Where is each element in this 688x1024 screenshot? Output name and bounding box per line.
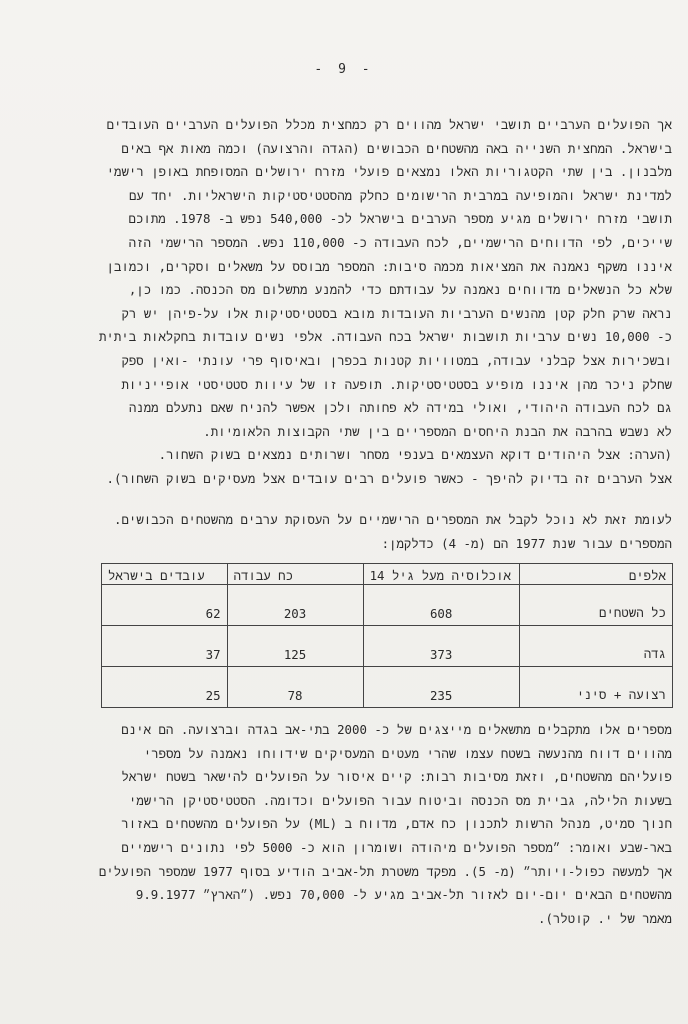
paragraph-arab-workers [64, 113, 672, 491]
text-line: נראה שרק חלק קטן מהנשים הערביות העובדות מובא בסטטיסטיקות אלו על-פיהן יש רק [121, 305, 672, 321]
text-line: מהווים דווח מהנעשה בשטח עצמו שהרי מעטים המעסיקים שידווחו נאמנה על מספרי [143, 745, 672, 761]
text-line: בשעות הלילה, גביית מס הכנסה וביטוח עבור הפועלים וכדומה. הסטטיסטיקן הרישמי [128, 792, 672, 808]
text-line: מלבנון. בין שתי הקטגוריות האלו נמצאים פועלי מזרח ירושלים המסופחת באופן רישמי [106, 164, 672, 180]
text-line: גם לכח העבודה היהודי, ואולי במידה לא פחותה ולכן אפשר להניח שאם נתעלם ממנה [128, 400, 672, 416]
paragraph-table-intro [64, 508, 672, 555]
page-number: - 9 - [314, 62, 374, 77]
cell-workforce: 125 [227, 626, 363, 667]
cell-workforce: 203 [227, 585, 363, 626]
statistics-table [101, 563, 673, 708]
table-row [102, 626, 673, 667]
text-line: המספרים עבור שנת 1977 הם (מ- 4) כדלקמן: [381, 535, 672, 551]
text-line: למדינת ישראל והמופיעה במרבית הרישומים כחלק מהסטטיסטיקות הישראליות. יחד עם [128, 187, 672, 203]
cell-workforce: 78 [227, 667, 363, 708]
table-row [102, 585, 673, 626]
header-thousands: אלפים [519, 564, 672, 585]
cell-working-in-israel: 62 [102, 585, 228, 626]
header-population: אוכלוסיה מעל גיל 14 [363, 564, 519, 585]
cell-population: 608 [363, 585, 519, 626]
text-line: תושבי מזרח ירושלים מגיע מספר הערבים בישראל לכ- 540,000 נפש ב- 1978. מתוכם [128, 211, 672, 227]
text-line: מאמר של י. קוטלר). [538, 910, 672, 926]
text-line: שלא כל הנשאלים מדווחים נאמנה על עבודתם כדי להמנע מתשלום מס הכנסה. כמו כן, [128, 282, 672, 298]
text-line: שחלק ניכר מהן איננו מופיע בסטטיסטיקות. תופעה זו של עיוות סטטיסטי אופייניות [121, 376, 672, 392]
text-line: מספרים אלו מתקבלים מתשאלים מייצגים של כ- 2000 בתי-אב בגדה וברצועה. הם אינם [121, 722, 672, 737]
cell-working-in-israel: 37 [102, 626, 228, 667]
text-line: לעומת זאת לא נוכל לקבל את המספרים הרישמיים על העסוקת ערבים מהשטחים הכבושים. [114, 512, 672, 527]
text-line: ובשכירות אצל קבלני עבודה, במטוויות קטנות בכפרן ובאיסוף פרי עונתי -ואין ספק [121, 352, 672, 368]
header-working-in-israel: עובדים בישראל [102, 564, 228, 585]
cell-population: 235 [363, 667, 519, 708]
text-line: באר-שבע ואומר: ״מספר הפועלים מיהודה ושומרון הוא כ- 5000 לפי נתונים רישמיים [121, 839, 672, 855]
text-line: חנוך סמיט, מנהל הרשות לתכנון כח אדם, מדווח ב (ML) על הפועלים מהשטחים באזור [121, 816, 672, 832]
text-line: מהשטחים הבאים יום-יום לאזור תל-אביב מגיע ל- 70,000 נפש. (״הארץ״ 9.9.1977 [135, 887, 672, 903]
row-label: רצועה + סיני [519, 667, 672, 708]
text-line: איננו משקף נאמנה את המציאות מכמה סיבות: המספר מבוסס על משאלים וסקרים, וכמובן [106, 258, 672, 274]
header-workforce: כח עבודה [227, 564, 363, 585]
text-line: לא נשבש בהרבה את הבנת היחסים המספריים בין שתי הקבוצות הלאומיות. [203, 423, 672, 439]
text-line: בישראל. המחצית השנייה באה מהשטחים הכבושים (הגדה והרצועה) וכמה מאות אף באים [121, 140, 672, 156]
text-line: אך למעשה כפול-ויותר״ (מ- 5). מפקד משטרת תל-אביב הודיע בסוף 1977 שמספר הפועלים [98, 863, 672, 879]
text-line: כ- 10,000 נשים ערביות תושבות ישראל בכח העבודה. אלפי נשים עובדות בחקלאות ביתית [98, 329, 672, 345]
text-line: אך הפועלים הערביים תושבי ישראל מהווים רק כמחצית מכלל הפועלים הערביים העובדים [106, 117, 672, 132]
text-line: פועליהם מהשטחים, וזאת מסיבות רבות: קיים איסור על הפועלים להישאר בשטח ישראל [121, 769, 672, 785]
row-label: כל השטחים [519, 585, 672, 626]
table-row [102, 667, 673, 708]
cell-population: 373 [363, 626, 519, 667]
text-line: אצל הערבים זה בדיוק להיפך - כאשר פועלים רבים עובדים אצל מעסיקים בשוק השחור). [106, 470, 672, 486]
table-header-row [102, 564, 673, 585]
text-line: שייכים, לפי הדווחים הרישמיים, לכח העבודה כ- 110,000 נפש. המספר הרישמי הזה [128, 234, 672, 250]
paragraph-sources [64, 718, 672, 930]
row-label: גדה [519, 626, 672, 667]
text-line: (הערה: אצל היהודים דוקא העצמאים בענפי מסחר ושרותים נמצאים בשוק השחור. [158, 447, 672, 463]
cell-working-in-israel: 25 [102, 667, 228, 708]
